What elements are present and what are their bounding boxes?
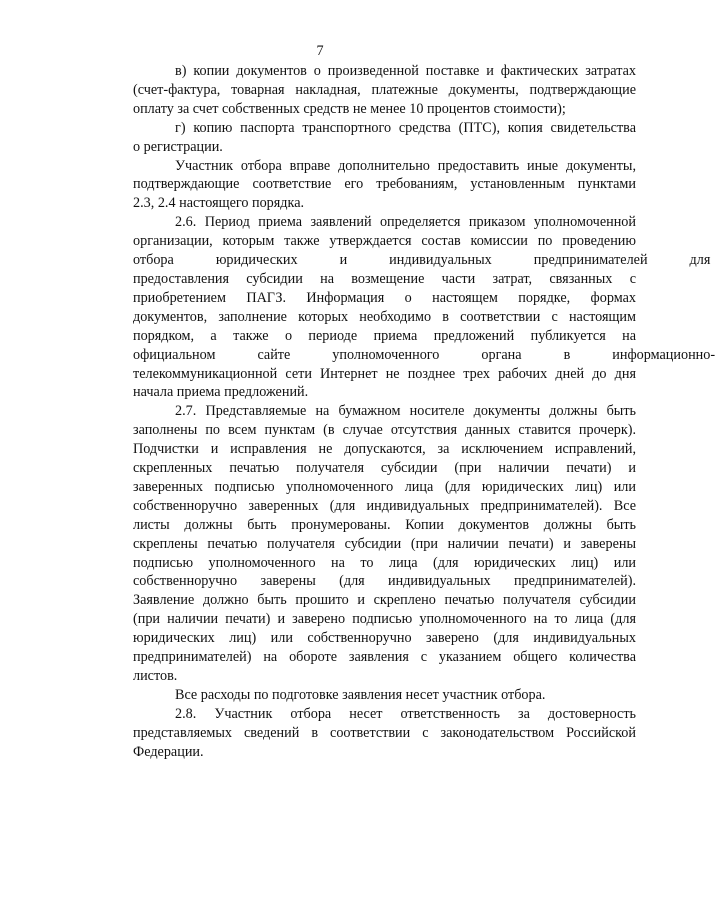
text-line: предпринимателей) на обороте заявления с указанием общего количества: [133, 649, 636, 666]
paragraph-2-6: [91, 213, 715, 402]
text-line: в) копии документов о произведенной поставке и фактических затратах: [175, 63, 636, 79]
text-line: г) копию паспорта транспортного средства (ПТС), копия свидетельства: [175, 119, 636, 136]
text-line: оплату за счет собственных средств не менее 10 процентов стоимости);: [133, 100, 566, 117]
text-line: собственноручно заверены (для индивидуальных предпринимателей).: [133, 573, 636, 590]
word: и: [339, 252, 348, 269]
page-number: 7: [316, 43, 324, 59]
text-line: (счет-фактура, товарная накладная, платежные документы, подтверждающие: [133, 81, 636, 98]
text-line: порядком, а также о периоде приема предложений публикуется на: [133, 327, 636, 344]
text-line: подписью уполномоченного на то лица (для юридических лиц) или: [133, 554, 636, 571]
text-line: скрепленных печатью получателя субсидии (при наличии печати) и: [133, 460, 636, 477]
text-line: предоставления субсидии на возмещение части затрат, связанных с: [133, 270, 636, 287]
paragraph-additional-docs: [91, 157, 636, 214]
text-line: Федерации.: [133, 743, 204, 760]
text-line: [91, 346, 715, 365]
text-line: Участник отбора вправе дополнительно предоставить иные документы,: [175, 157, 636, 174]
word: отбора: [133, 252, 174, 269]
paragraph-2-7: [91, 402, 636, 686]
paragraph-expenses: [91, 686, 594, 705]
text-line: начала приема предложений.: [133, 384, 309, 401]
text-line: листы должны быть пронумерованы. Копии документов должны быть: [133, 516, 636, 533]
text-line: заполнены по всем пунктам (в случае отсутствия данных ставится прочерк).: [133, 422, 636, 439]
text-line: скреплены печатью получателя субсидии (при наличии печати) и заверены: [133, 535, 636, 552]
text-line: о регистрации.: [133, 138, 223, 155]
word: органа: [481, 346, 522, 363]
text-line: подтверждающие соответствие его требованиям, установленным пунктами: [133, 176, 636, 193]
text-line: Все расходы по подготовке заявления несет участник отбора.: [175, 686, 546, 703]
word: для: [689, 252, 711, 269]
paragraph-g: [91, 119, 636, 157]
text-line: 2.8. Участник отбора несет ответственность за достоверность: [175, 705, 636, 722]
text-line: юридических лиц) или собственноручно заверено (для индивидуальных: [133, 630, 636, 647]
text-line: заверенных подписью уполномоченного лица (для юридических лиц) или: [133, 478, 636, 495]
text-line: организации, которым также утверждается состав комиссии по проведению: [133, 233, 636, 250]
text-line: 2.3, 2.4 настоящего порядка.: [133, 195, 305, 212]
text-line: документов, заполнение которых необходимо в соответствии с настоящим: [133, 308, 636, 325]
text-line: представляемых сведений в соответствии с законодательством Российской: [133, 724, 636, 741]
text-line: Заявление должно быть прошито и скреплено печатью получателя субсидии: [133, 592, 636, 609]
document-body: [91, 62, 715, 762]
word: информационно-: [612, 346, 715, 363]
word: официальном: [133, 346, 216, 363]
word: индивидуальных: [389, 252, 492, 269]
text-line: Подчистки и исправления не допускаются, за исключением исправлений,: [133, 441, 636, 458]
text-line: телекоммуникационной сети Интернет не позднее трех рабочих дней до дня: [133, 365, 636, 382]
word: сайте: [257, 346, 291, 363]
text-line: [91, 251, 711, 270]
text-line: 2.7. Представляемые на бумажном носителе документы должны быть: [175, 403, 636, 420]
word: юридических: [215, 252, 298, 269]
text-line: 2.6. Период приема заявлений определяется приказом уполномоченной: [175, 214, 636, 231]
text-line: (при наличии печати) и заверено подписью уполномоченного на то лица (для: [133, 611, 636, 628]
text-line: собственноручно заверенных (для индивидуальных предпринимателей). Все: [133, 497, 636, 514]
word: уполномоченного: [332, 346, 440, 363]
paragraph-v: [91, 62, 636, 119]
word: предпринимателей: [533, 252, 648, 269]
word: в: [563, 346, 571, 363]
text-line: приобретением ПАГЗ. Информация о настоящем порядке, формах: [133, 289, 636, 306]
text-line: листов.: [133, 668, 178, 684]
paragraph-2-8: [91, 705, 636, 762]
